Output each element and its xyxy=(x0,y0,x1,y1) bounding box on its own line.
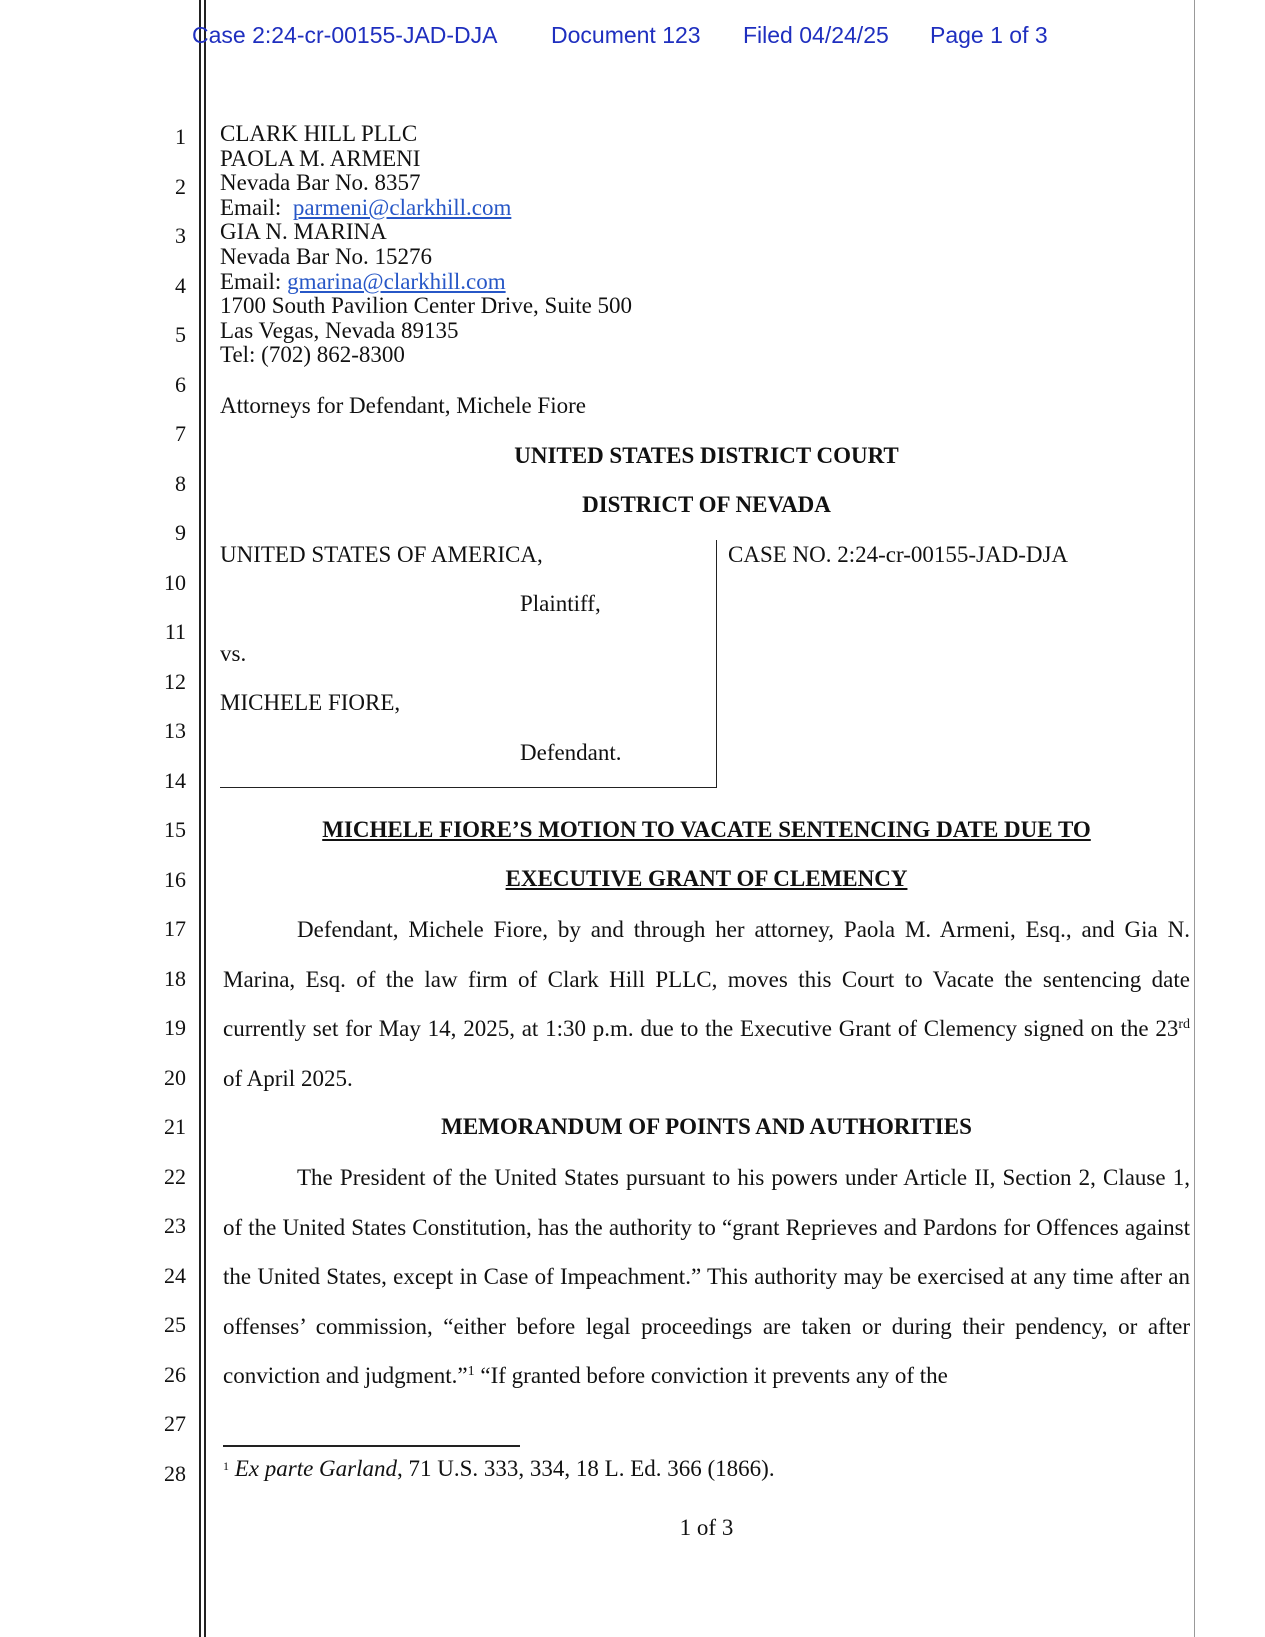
firm-name: CLARK HILL PLLC xyxy=(220,121,418,146)
email-link-2[interactable]: gmarina@clarkhill.com xyxy=(287,269,506,294)
line-number: 23 xyxy=(164,1213,186,1238)
intro-text: Defendant, Michele Fiore, by and through her attorney, Paola M. Armeni, Esq., and Gia N. Marina, Esq. of the law firm of Clark Hill PLLC, moves this Court to Vacate the sentencing date currently set for May 14, 2025, at 1:30 p.m. due to the Executive Grant of Clemency signed on the 23 xyxy=(223,917,1190,1041)
intro-paragraph xyxy=(223,905,1190,1103)
caption-vertical-rule xyxy=(716,540,717,788)
line-number: 5 xyxy=(175,322,186,347)
header-case-number: Case 2:24-cr-00155-JAD-DJA xyxy=(192,22,498,48)
line-number: 19 xyxy=(164,1015,186,1040)
bar-number: Nevada Bar No. 8357 xyxy=(220,170,421,195)
header-page-count: Page 1 of 3 xyxy=(930,22,1048,48)
line-number: 15 xyxy=(164,817,186,842)
line-number: 13 xyxy=(164,718,186,743)
ordinal-suffix: rd xyxy=(1178,1017,1190,1032)
line-number: 10 xyxy=(164,569,186,595)
memo-text: The President of the United States pursuant to his powers under Article II, Section 2, Clause 1, of the United States Constitution, has the authority to “grant Reprieves and Pardons for Offences against the United States, except in Case of Impeachment.” This authority may be exercised at any time after an offenses’ commission, “either before legal proceedings are taken or during their pendency, or after conviction and judgment.” xyxy=(223,1165,1190,1388)
line-number: 18 xyxy=(164,965,186,991)
defendant-name: MICHELE FIORE, xyxy=(220,690,401,715)
line-number: 22 xyxy=(164,1163,186,1189)
line-number: 28 xyxy=(164,1460,186,1486)
defendant-role: Defendant. xyxy=(520,740,622,765)
court-name: UNITED STATES DISTRICT COURT xyxy=(514,443,899,468)
line-number: 3 xyxy=(175,223,186,248)
footnote-citation: , 71 U.S. 333, 334, 18 L. Ed. 366 (1866). xyxy=(397,1456,775,1481)
intro-text-end: of April 2025. xyxy=(223,1065,353,1091)
line-number: 1 xyxy=(175,124,186,149)
left-margin-rule-inner xyxy=(204,0,206,1637)
case-number: CASE NO. 2:24-cr-00155-JAD-DJA xyxy=(728,542,1069,567)
memo-text-continued: “If granted before conviction it prevents any of the xyxy=(474,1363,948,1388)
left-margin-rule xyxy=(199,0,201,1637)
line-number: 26 xyxy=(164,1361,186,1387)
page-footer: 1 of 3 xyxy=(679,1515,734,1540)
email-link[interactable]: parmeni@clarkhill.com xyxy=(292,195,512,220)
footnote-marker: 1 xyxy=(223,1459,229,1473)
line-number: 24 xyxy=(164,1262,186,1288)
line-number: 16 xyxy=(164,866,186,892)
footnote xyxy=(223,1456,775,1481)
line-number: 8 xyxy=(175,470,186,496)
line-number: 27 xyxy=(164,1411,186,1436)
line-number: 14 xyxy=(164,767,186,793)
motion-title-line-2: EXECUTIVE GRANT OF CLEMENCY xyxy=(505,866,908,891)
email-line-2 xyxy=(220,269,506,294)
line-number: 11 xyxy=(164,619,186,644)
attorneys-for: Attorneys for Defendant, Michele Fiore xyxy=(220,393,586,418)
memorandum-paragraph xyxy=(223,1153,1190,1401)
bar-number-2: Nevada Bar No. 15276 xyxy=(220,244,433,269)
line-number: 20 xyxy=(164,1064,186,1090)
footnote-case-name: Ex parte Garland xyxy=(234,1456,398,1481)
line-number: 4 xyxy=(175,272,186,298)
line-number: 21 xyxy=(164,1114,186,1139)
right-margin-rule xyxy=(1194,0,1195,1637)
email-label-2: Email: xyxy=(220,269,282,294)
footnote-reference: 1 xyxy=(467,1364,475,1379)
court-district: DISTRICT OF NEVADA xyxy=(582,492,831,517)
plaintiff-name: UNITED STATES OF AMERICA, xyxy=(220,542,543,567)
email-line xyxy=(220,195,511,220)
versus: vs. xyxy=(220,641,247,666)
address-line-2: Las Vegas, Nevada 89135 xyxy=(220,318,459,343)
plaintiff-role: Plaintiff, xyxy=(520,591,601,616)
line-number: 17 xyxy=(164,916,186,941)
attorney-name: PAOLA M. ARMENI xyxy=(220,146,421,171)
line-number: 9 xyxy=(175,520,186,545)
line-number: 12 xyxy=(164,668,186,694)
attorney-name-2: GIA N. MARINA xyxy=(220,219,387,244)
address-line-1: 1700 South Pavilion Center Drive, Suite 500 xyxy=(220,293,633,318)
caption-bottom-rule xyxy=(220,787,717,788)
footnote-separator xyxy=(223,1445,520,1447)
line-number: 6 xyxy=(175,371,186,397)
line-number: 2 xyxy=(175,173,186,199)
memorandum-heading: MEMORANDUM OF POINTS AND AUTHORITIES xyxy=(441,1114,972,1139)
line-number: 7 xyxy=(175,421,186,446)
header-filed-date: Filed 04/24/25 xyxy=(743,22,889,48)
line-number: 25 xyxy=(164,1312,186,1337)
telephone: Tel: (702) 862-8300 xyxy=(220,342,405,367)
email-label: Email: xyxy=(220,195,282,220)
header-document-number: Document 123 xyxy=(551,22,701,48)
motion-title-line-1: MICHELE FIORE’S MOTION TO VACATE SENTENCING DATE DUE TO xyxy=(322,817,1091,842)
